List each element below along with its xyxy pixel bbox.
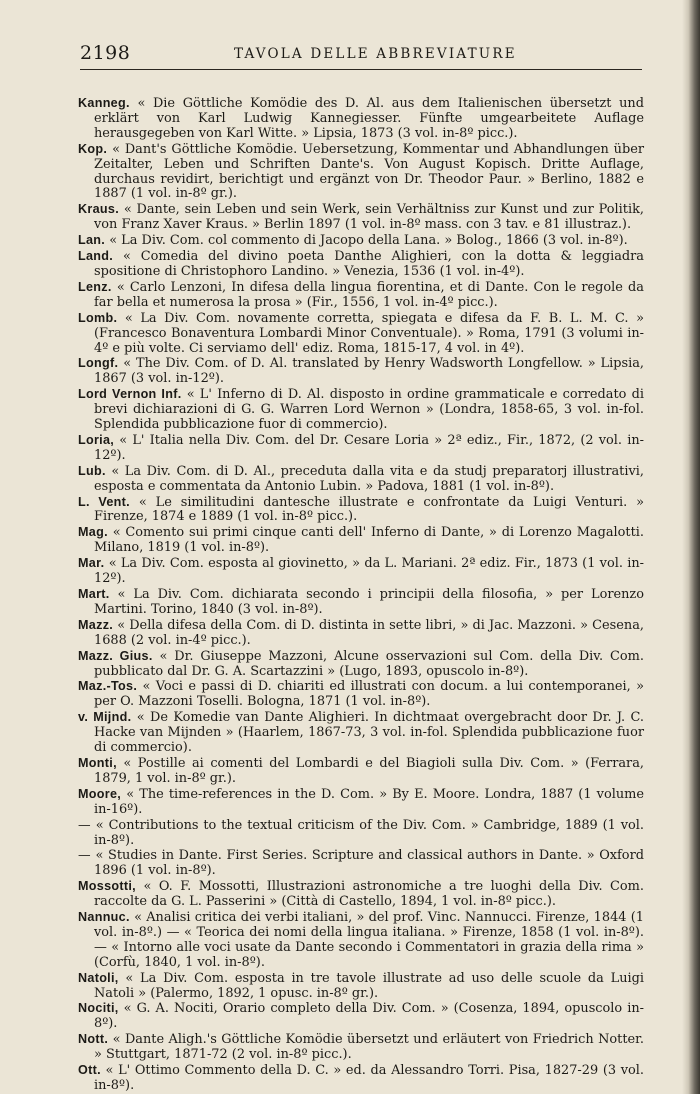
abbreviation-entry bbox=[78, 756, 644, 787]
abbreviation-definition: « La Div. Com. di D. Al., preceduta dalla vita e da studj preparatorj illustrativi, esposta e commentata da Antonio Lubin. » Padova, 1881 (1 vol. in-8º). bbox=[94, 463, 644, 494]
abbreviation-term: Lub. bbox=[78, 463, 106, 478]
abbreviation-definition: « Dant's Göttliche Komödie. Uebersetzung, Kommentar und Abhandlungen über Zeitalter, Leben und Schriften Dante's. Von August Kopisch. Dritte Auflage, durchaus revidirt, berichtigt und ergänzt von Dr. Theodor Paur. » Berlino, 1882 e 1887 (1 vol. in-8º gr.). bbox=[94, 141, 644, 202]
running-title: TAVOLA DELLE ABBREVIATURE bbox=[234, 46, 517, 62]
abbreviation-term: v. Mijnd. bbox=[78, 710, 132, 725]
abbreviation-definition: « Voci e passi di D. chiariti ed illustrati con docum. a lui contemporanei, » per O. Mazzoni Toselli. Bologna, 1871 (1 vol. in-8º). bbox=[94, 679, 644, 710]
abbreviation-term: Mag. bbox=[78, 525, 108, 540]
abbreviation-term: Nannuc. bbox=[78, 910, 130, 925]
abbreviation-term: Kanneg. bbox=[78, 96, 130, 110]
abbreviation-entry bbox=[78, 710, 644, 756]
abbreviation-definition: « Dante Aligh.'s Göttliche Komödie übersetzt und erläutert von Friedrich Notter. » Stuttgart, 1871-72 (2 vol. in-8º picc.). bbox=[94, 1032, 644, 1063]
abbreviation-term: Mar. bbox=[78, 556, 105, 571]
abbreviation-term: Longf. bbox=[78, 356, 119, 371]
abbreviation-term: Ott. bbox=[78, 1063, 101, 1078]
abbreviation-definition: « Studies in Dante. First Series. Scripture and classical authors in Dante. » Oxford 1896 (1 vol. in-8º). bbox=[94, 848, 644, 879]
abbreviation-entry bbox=[78, 525, 644, 556]
abbreviation-term: — bbox=[78, 847, 91, 863]
abbreviation-entry bbox=[78, 818, 644, 849]
abbreviation-definition: « De Komedie van Dante Alighieri. In dichtmaat overgebracht door Dr. J. C. Hacke van Mijnden » (Haarlem, 1867-73, 3 vol. in-fol. Splendida pubblicazione fuor di commercio). bbox=[94, 710, 645, 756]
abbreviation-entry bbox=[78, 1063, 644, 1094]
abbreviation-term: Loria, bbox=[78, 432, 115, 447]
abbreviation-entry bbox=[78, 280, 644, 311]
abbreviation-term: Kop. bbox=[78, 141, 108, 156]
abbreviation-entry bbox=[78, 879, 644, 910]
abbreviation-term: Mazz. bbox=[78, 617, 114, 632]
abbreviation-entry bbox=[78, 387, 644, 433]
abbreviation-term: L. Vent. bbox=[78, 494, 130, 509]
abbreviation-definition: « La Div. Com. dichiarata secondo i principii della filosofia, » per Lorenzo Martini. Torino, 1840 (3 vol. in-8º). bbox=[94, 587, 644, 617]
abbreviation-entry bbox=[78, 495, 644, 526]
abbreviation-definition: « L' Inferno di D. Al. disposto in ordine grammaticale e corredato di brevi dichiarazioni di G. G. Warren Lord Wernon » (Londra, 1858-65, 3 vol. in-fol. Splendida pubblicazione fuor di commercio). bbox=[94, 387, 644, 433]
abbreviation-entry bbox=[78, 971, 644, 1002]
header-rule bbox=[80, 69, 642, 70]
abbreviation-term: Lomb. bbox=[78, 310, 118, 325]
abbreviation-definition: « The time-references in the D. Com. » By E. Moore. Londra, 1887 (1 volume in-16º). bbox=[94, 786, 644, 817]
abbreviation-entry bbox=[78, 433, 644, 464]
abbreviation-term: Mossotti, bbox=[78, 879, 136, 894]
abbreviation-entry bbox=[78, 787, 644, 818]
abbreviation-entry bbox=[78, 202, 644, 233]
abbreviation-definition: « La Div. Com. col commento di Jacopo della Lana. » Bolog., 1866 (3 vol. in-8º). bbox=[109, 233, 628, 249]
abbreviation-entry bbox=[78, 848, 644, 879]
page-number: 2198 bbox=[80, 42, 131, 64]
abbreviation-definition: « L' Ottimo Commento della D. C. » ed. da Alessandro Torri. Pisa, 1827-29 (3 vol. in-8º). bbox=[94, 1063, 644, 1093]
abbreviation-term: Natoli, bbox=[78, 970, 119, 985]
abbreviation-definition: « The Div. Com. of D. Al. translated by Henry Wadsworth Longfellow. » Lipsia, 1867 (3 vol. in-12º). bbox=[94, 356, 644, 387]
abbreviation-term: Lan. bbox=[78, 233, 106, 248]
abbreviation-definition: « Della difesa della Com. di D. distinta in sette libri, » di Jac. Mazzoni. » Cesena, 1688 (2 vol. in-4º picc.). bbox=[94, 617, 644, 648]
abbreviation-definition: « Dr. Giuseppe Mazzoni, Alcune osservazioni sul Com. della Div. Com. pubblicato dal Dr. G. A. Scartazzini » (Lugo, 1893, opuscolo in-8º). bbox=[94, 648, 644, 679]
abbreviation-entry bbox=[78, 233, 644, 249]
abbreviation-definition: « Die Göttliche Komödie des D. Al. aus dem Italienischen übersetzt und erklärt von Karl Ludwig Kannegiesser. Fünfte umgearbeitete Auflage herausgegeben von Karl Witte. » Lipsia, 1873 (3 vol. in-8º picc.). bbox=[94, 96, 644, 141]
abbreviation-entry bbox=[78, 649, 644, 680]
abbreviation-entry bbox=[78, 910, 644, 971]
abbreviation-term: Nott. bbox=[78, 1032, 109, 1047]
abbreviation-entry bbox=[78, 587, 644, 618]
abbreviation-definition: « Comento sui primi cinque canti dell' Inferno di Dante, » di Lorenzo Magalotti. Milano, 1819 (1 vol. in-8º). bbox=[94, 525, 644, 556]
abbreviation-term: Kraus. bbox=[78, 202, 119, 217]
abbreviation-definition: « Contributions to the textual criticism of the Div. Com. » Cambridge, 1889 (1 vol. in-8º). bbox=[94, 817, 644, 848]
abbreviation-term: Land. bbox=[78, 249, 114, 264]
abbreviation-term: Moore, bbox=[78, 786, 122, 801]
abbreviation-definition: « O. F. Mossotti, Illustrazioni astronomiche a tre luoghi della Div. Com. raccolte da G. L. Passerini » (Città di Castello, 1894, 1 vol. in-8º picc.). bbox=[94, 879, 644, 910]
abbreviation-term: — bbox=[78, 816, 91, 832]
page-edge-shadow bbox=[682, 0, 700, 1094]
abbreviation-entry bbox=[78, 556, 644, 587]
abbreviation-entry bbox=[78, 1001, 644, 1032]
abbreviation-definition: « La Div. Com. esposta al giovinetto, » da L. Mariani. 2ª ediz. Fir., 1873 (1 vol. in-12º). bbox=[94, 556, 644, 587]
abbreviation-entry bbox=[78, 96, 644, 142]
abbreviation-definition: « Dante, sein Leben und sein Werk, sein Verhältniss zur Kunst und zur Politik, von Franz Xaver Kraus. » Berlin 1897 (1 vol. in-8º mass. con 3 tav. e 81 illustraz.). bbox=[94, 202, 645, 233]
abbreviation-definition: « Postille ai comenti del Lombardi e del Biagioli sulla Div. Com. » (Ferrara, 1879, 1 vol. in-8º gr.). bbox=[94, 755, 644, 786]
abbreviation-term: Lenz. bbox=[78, 279, 112, 294]
page-header bbox=[80, 42, 642, 68]
abbreviation-definition: « Carlo Lenzoni, In difesa della lingua fiorentina, et di Dante. Con le regole da far bella et numerosa la prosa » (Fir., 1556, 1 vol. in-4º picc.). bbox=[94, 279, 644, 310]
abbreviation-definition: « La Div. Com. novamente corretta, spiegata e difesa da F. B. L. M. C. » (Francesco Bonaventura Lombardi Minor Conventuale). » Roma, 1791 (3 volumi in-4º e più volte. Ci serviamo dell' ediz. Roma, 1815-17, 4 vol. in 4º). bbox=[94, 310, 644, 356]
abbreviation-definition: « L' Italia nella Div. Com. del Dr. Cesare Loria » 2ª ediz., Fir., 1872, (2 vol. in-12º). bbox=[94, 432, 644, 463]
abbreviation-definition: « Le similitudini dantesche illustrate e confrontate da Luigi Venturi. » Firenze, 1874 e 1889 (1 vol. in-8º picc.). bbox=[94, 494, 644, 525]
abbreviation-entry bbox=[78, 356, 644, 387]
abbreviation-definition: « Analisi critica dei verbi italiani, » del prof. Vinc. Nannucci. Firenze, 1844 (1 vol. in-8º.) — « Teorica dei nomi della lingua italiana. » Firenze, 1858 (1 vol. in-8º). — « Intorno alle voci usate da Dante secondo i Commentatori in grazia della rima » (Corfù, 1840, 1 vol. in-8º). bbox=[94, 910, 644, 970]
abbreviation-list bbox=[78, 96, 644, 1094]
abbreviation-entry bbox=[78, 618, 644, 649]
abbreviation-entry bbox=[78, 311, 644, 357]
abbreviation-definition: « Comedia del divino poeta Danthe Alighieri, con la dotta & leggiadra spositione di Christophoro Landino. » Venezia, 1536 (1 vol. in-4º). bbox=[94, 249, 644, 279]
abbreviation-entry bbox=[78, 1032, 644, 1063]
abbreviation-term: Lord Vernon Inf. bbox=[78, 387, 182, 402]
abbreviation-definition: « G. A. Nociti, Orario completo della Div. Com. » (Cosenza, 1894, opuscolo in-8º). bbox=[94, 1001, 644, 1032]
abbreviation-term: Mazz. Gius. bbox=[78, 648, 153, 663]
abbreviation-definition: « La Div. Com. esposta in tre tavole illustrate ad uso delle scuole da Luigi Natoli » (Palermo, 1892, 1 opusc. in-8º gr.). bbox=[94, 970, 644, 1001]
abbreviation-term: Mart. bbox=[78, 587, 110, 601]
abbreviation-term: Maz.-Tos. bbox=[78, 679, 138, 694]
abbreviation-term: Monti, bbox=[78, 755, 117, 770]
abbreviation-entry bbox=[78, 679, 644, 710]
abbreviation-entry bbox=[78, 464, 644, 495]
abbreviation-entry bbox=[78, 142, 644, 203]
abbreviation-entry bbox=[78, 249, 644, 280]
abbreviation-term: Nociti, bbox=[78, 1001, 119, 1016]
